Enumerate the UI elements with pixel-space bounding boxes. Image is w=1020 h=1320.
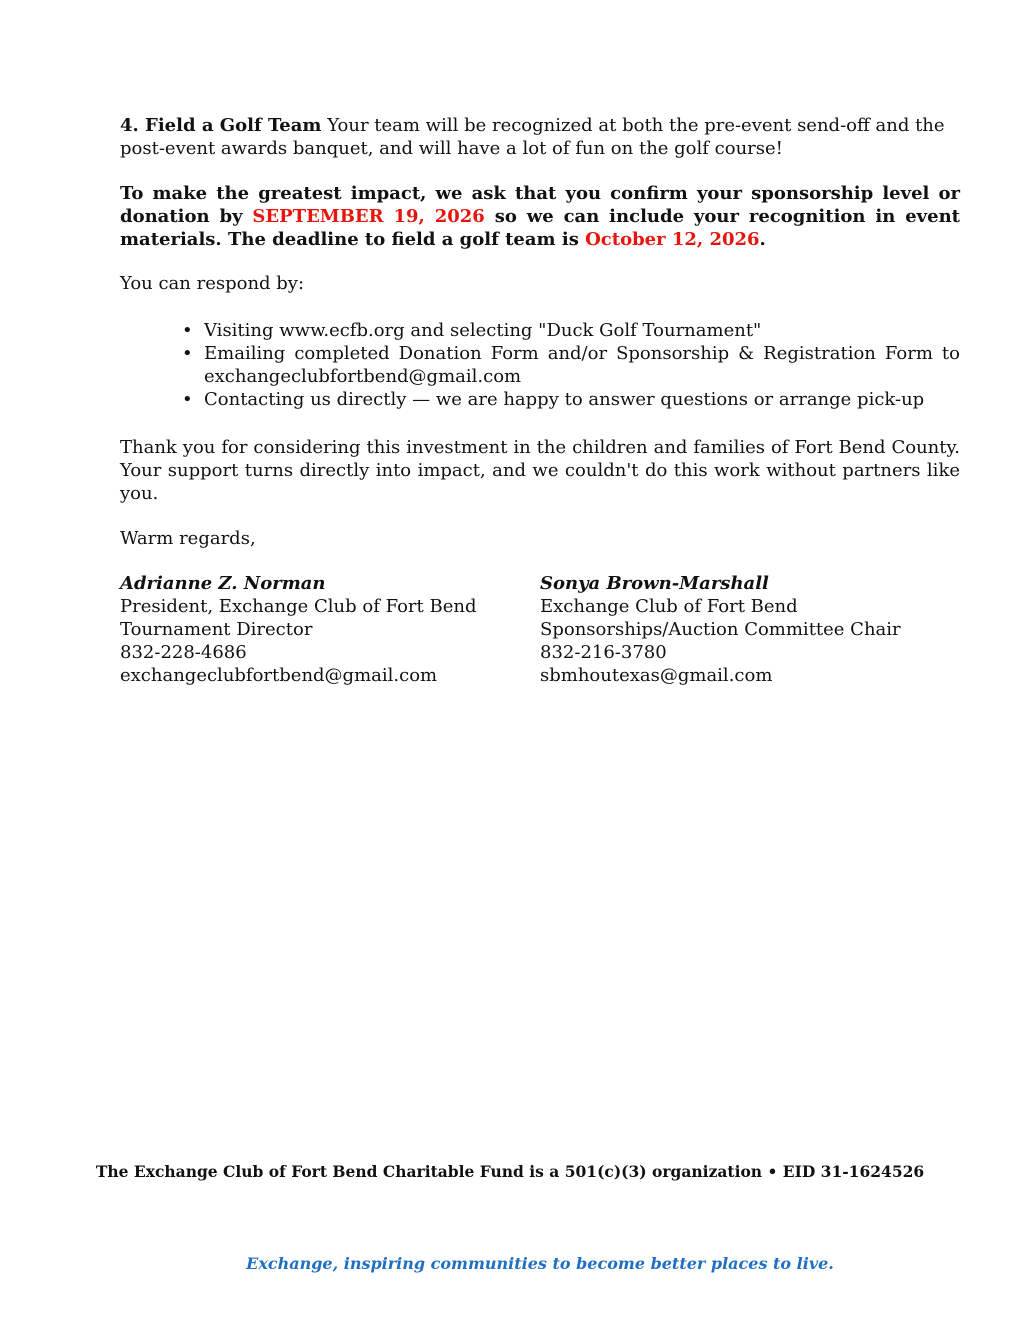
closing-salutation: Warm regards,: [120, 528, 256, 549]
golf-team-deadline-date: October 12, 2026: [585, 229, 760, 250]
list-item: [182, 319, 960, 342]
signature-block-right: [540, 572, 960, 687]
deadline-text: .: [759, 229, 766, 250]
club-tagline: Exchange, inspiring communities to become better places to live.: [246, 1254, 834, 1273]
signatory-email: exchangeclubfortbend@gmail.com: [120, 665, 438, 686]
signatory-phone: 832-228-4686: [120, 642, 247, 663]
signatory-name: Sonya Brown-Marshall: [540, 573, 769, 594]
deadline-text: To make the greatest impact, we ask that you confirm your sponsorship level or donation by: [120, 183, 960, 227]
signatory-role: Tournament Director: [120, 619, 313, 640]
bullet-icon: •: [182, 320, 193, 341]
deadline-paragraph: [120, 182, 960, 251]
signatory-role: Sponsorships/Auction Committee Chair: [540, 619, 901, 640]
respond-intro: You can respond by:: [120, 273, 305, 294]
sponsorship-deadline-date: SEPTEMBER 19, 2026: [252, 206, 485, 227]
section-heading: 4. Field a Golf Team: [120, 115, 322, 136]
thank-you-paragraph: Thank you for considering this investment in the children and families of Fort Bend County. Your support turns directly into impact, and we couldn't do this work without partners like you.: [120, 437, 960, 504]
signatory-phone: 832-216-3780: [540, 642, 667, 663]
signatory-name: Adrianne Z. Norman: [120, 573, 326, 594]
signature-block-left: [120, 572, 540, 687]
tax-status-footer: The Exchange Club of Fort Bend Charitable Fund is a 501(c)(3) organization • EID 31-1624526: [95, 1162, 925, 1181]
respond-list: [120, 319, 960, 411]
list-item-text: Emailing completed Donation Form and/or Sponsorship & Registration Form to exchangeclubfortbend@gmail.com: [204, 343, 960, 387]
list-item: [182, 388, 960, 411]
bullet-icon: •: [182, 389, 193, 410]
list-item-text: Visiting www.ecfb.org and selecting "Duck Golf Tournament": [204, 320, 762, 341]
signatory-title: President, Exchange Club of Fort Bend: [120, 596, 477, 617]
signatory-title: Exchange Club of Fort Bend: [540, 596, 798, 617]
section-text: Your team will be recognized at both the pre-event send-off and the post-event awards banquet, and will have a lot of fun on the golf course!: [120, 115, 945, 159]
list-item-text: Contacting us directly — we are happy to answer questions or arrange pick-up: [204, 389, 925, 410]
section-field-golf-team: [120, 114, 960, 160]
deadline-text: so we can include your recognition in event materials. The deadline to field a golf team is: [120, 206, 960, 250]
list-item: [182, 342, 960, 388]
signatory-email: sbmhoutexas@gmail.com: [540, 665, 773, 686]
bullet-icon: •: [182, 343, 193, 364]
